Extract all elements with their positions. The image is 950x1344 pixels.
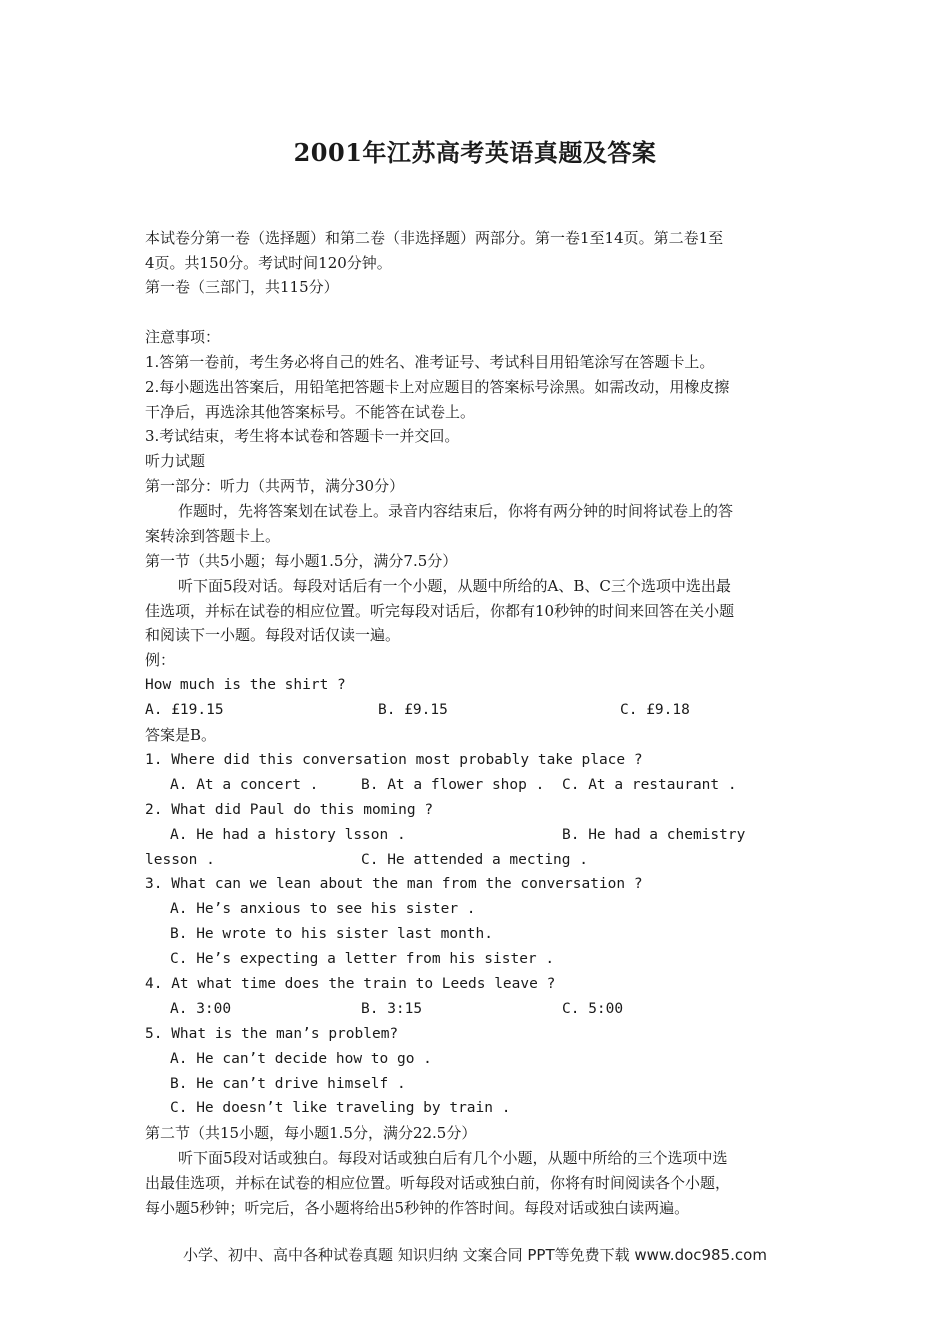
section-two-heading: 第二节（共15小题，每小题1.5分，满分22.5分） [145,1124,477,1142]
section-one-instr-1: 听下面5段对话。每段对话后有一个小题，从题中所给的A、B、C三个选项中选出最 [178,577,731,595]
section-two-instr-3: 每小题5秒钟；听完后，各小题将给出5秒钟的作答时间。每段对话或独白读两遍。 [145,1199,690,1217]
q5-option-a: A. He can’t decide how to go . [170,1051,432,1067]
q4-option-a: A. 3:00 [170,1001,232,1017]
q3-option-a: A. He’s anxious to see his sister . [170,901,476,917]
question-4: 4. At what time does the train to Leeds leave ? [145,976,556,992]
example-question: How much is the shirt ? [145,677,346,693]
q2-option-a: A. He had a history lsson . [170,827,406,843]
q1-option-c: C. At a restaurant . [562,777,737,793]
q3-option-c: C. He’s expecting a letter from his sister . [170,951,555,967]
section-one-instr-2: 佳选项，并标在试卷的相应位置。听完每段对话后，你都有10秒钟的时间来回答在关小题 [145,602,735,620]
note-item-2-line-1: 2.每小题选出答案后，用铅笔把答题卡上对应题目的答案标号涂黑。如需改动，用橡皮擦 [145,378,730,396]
section-one-instr-3: 和阅读下一小题。每段对话仅读一遍。 [145,626,401,644]
question-5: 5. What is the man’s problem? [145,1026,399,1042]
example-answer: 答案是B。 [145,726,217,744]
q2-option-c: C. He attended a mecting . [361,852,588,868]
notes-heading: 注意事项： [145,328,221,346]
intro-line-2: 4页。共150分。考试时间120分钟。 [145,254,392,272]
note-item-2-line-2: 干净后，再选涂其他答案标号。不能答在试卷上。 [145,403,476,421]
part-one-instr-1: 作题时，先将答案划在试卷上。录音内容结束后，你将有两分钟的时间将试卷上的答 [178,502,734,520]
section-one-heading: 第一节（共5小题；每小题1.5分，满分7.5分） [145,552,458,570]
section-two-instr-1: 听下面5段对话或独白。每段对话或独白后有几个小题，从题中所给的三个选项中选 [178,1149,728,1167]
document-title: 2001年江苏高考英语真题及答案 [293,138,657,167]
question-3: 3. What can we lean about the man from the conversation ? [145,876,643,892]
q2-option-b: B. He had a chemistry [562,827,746,843]
q3-option-b: B. He wrote to his sister last month. [170,926,494,942]
question-2: 2. What did Paul do this moming ? [145,802,434,818]
question-1: 1. Where did this conversation most probably take place ? [145,752,643,768]
q2-option-b-cont: lesson . [145,852,215,868]
note-item-3: 3.考试结束，考生将本试卷和答题卡一并交回。 [145,427,460,445]
q5-option-c: C. He doesn’t like traveling by train . [170,1100,511,1116]
q5-option-b: B. He can’t drive himself . [170,1076,406,1092]
example-label: 例： [145,651,176,669]
intro-line-1: 本试卷分第一卷（选择题）和第二卷（非选择题）两部分。第一卷1至14页。第二卷1至 [145,229,724,247]
volume-one-heading: 第一卷（三部门，共115分） [145,278,339,296]
example-option-b: B. £9.15 [378,702,448,718]
q4-option-c: C. 5:00 [562,1001,624,1017]
example-option-a: A. £19.15 [145,702,224,718]
part-one-heading: 第一部分：听力（共两节，满分30分） [145,477,405,495]
example-option-c: C. £9.18 [620,702,690,718]
note-item-1: 1.答第一卷前，考生务必将自己的姓名、准考证号、考试科目用铅笔涂写在答题卡上。 [145,353,715,371]
q1-option-b: B. At a flower shop . [361,777,545,793]
q1-option-a: A. At a concert . [170,777,319,793]
section-two-instr-2: 出最佳选项，并标在试卷的相应位置。听每段对话或独白前，你将有时间阅读各个小题， [145,1174,731,1192]
part-one-instr-2: 案转涂到答题卡上。 [145,527,281,545]
listening-heading: 听力试题 [145,452,206,470]
q4-option-b: B. 3:15 [361,1001,423,1017]
page-footer: 小学、初中、高中各种试卷真题 知识归纳 文案合同 PPT等免费下载 www.doc985.com [183,1246,767,1264]
